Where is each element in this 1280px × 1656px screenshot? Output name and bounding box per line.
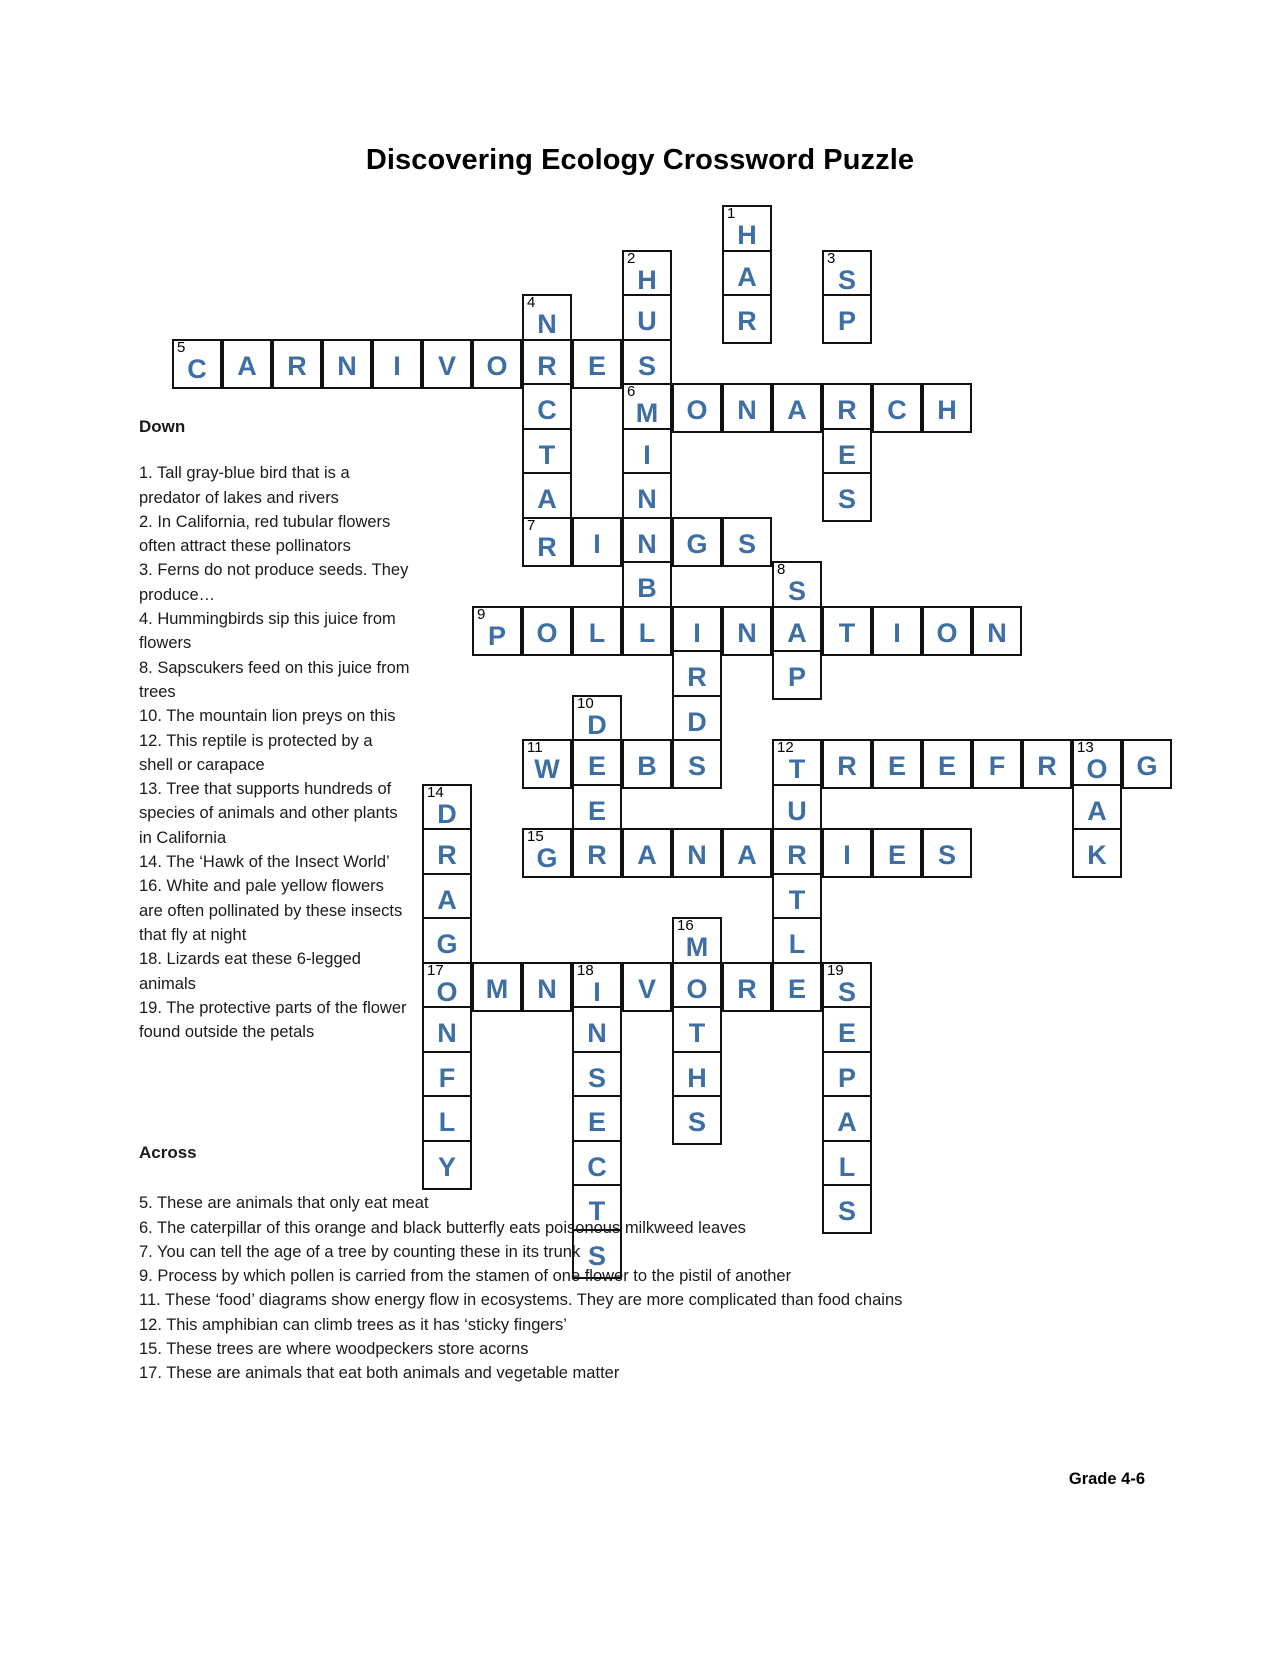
cell-letter: R: [587, 840, 607, 870]
cell-letter: O: [486, 350, 508, 381]
grid-cell[interactable]: [772, 828, 822, 878]
down-clue: 12. This reptile is protected by a shell or carapace: [139, 731, 373, 774]
cell-letter: L: [638, 617, 656, 648]
cell-letter: E: [587, 795, 606, 826]
cell-letter: V: [437, 350, 456, 381]
grid-cell[interactable]: [422, 784, 472, 834]
cell-letter: B: [637, 573, 657, 603]
grid-cell[interactable]: [722, 828, 772, 878]
grid-cell[interactable]: [622, 294, 672, 344]
cell-letter: A: [537, 484, 557, 514]
down-clue: 4. Hummingbirds sip this juice from flowers: [139, 610, 396, 653]
grid-cell[interactable]: [572, 517, 622, 567]
cell-letter: N: [737, 617, 757, 648]
cell-letter: P: [837, 306, 856, 336]
grid-cell[interactable]: [672, 1006, 722, 1056]
grid-cell[interactable]: [622, 339, 672, 389]
grid-cell[interactable]: [772, 383, 822, 433]
cell-letter: A: [837, 1107, 857, 1137]
cell-letter: A: [737, 261, 757, 292]
grid-cell[interactable]: [372, 339, 422, 389]
cell-number: 8: [777, 561, 786, 578]
grid-cell[interactable]: [672, 606, 722, 656]
cell-letter: A: [787, 617, 807, 648]
grid-cell[interactable]: [422, 339, 472, 389]
cell-letter: M: [485, 973, 509, 1004]
across-clue: 15. These trees are where woodpeckers store acorns: [139, 1340, 529, 1359]
page-title: Discovering Ecology Crossword Puzzle: [365, 144, 915, 176]
grid-cell[interactable]: [172, 339, 222, 389]
grid-cell[interactable]: [922, 383, 972, 433]
grid-cell[interactable]: [522, 962, 572, 1012]
cell-letter: H: [637, 264, 657, 295]
cell-letter: S: [787, 576, 806, 606]
grid-cell[interactable]: [822, 739, 872, 789]
grid-cell[interactable]: [722, 383, 772, 433]
down-clue: 14. The ‘Hawk of the Insect World’: [139, 853, 390, 872]
grid-cell[interactable]: [522, 828, 572, 878]
down-clue: 19. The protective parts of the flower found outside the petals: [139, 998, 407, 1042]
cell-letter: P: [487, 620, 506, 651]
cell-letter: R: [837, 395, 857, 425]
cell-letter: K: [1087, 840, 1107, 870]
grid-cell[interactable]: [922, 828, 972, 878]
grid-cell[interactable]: [622, 383, 672, 433]
grid-cell[interactable]: [572, 339, 622, 389]
cell-number: 16: [677, 917, 694, 934]
grid-cell[interactable]: [472, 339, 522, 389]
cell-letter: B: [637, 751, 657, 781]
cell-letter: A: [1087, 795, 1107, 826]
cell-letter: M: [685, 932, 709, 962]
grid-cell[interactable]: [1022, 739, 1072, 789]
grid-cell[interactable]: [722, 205, 772, 255]
down-clue: 13. Tree that supports hundreds of species of animals and other plants in California: [139, 780, 398, 847]
cell-number: 17: [427, 961, 444, 979]
cell-letter: O: [1086, 754, 1108, 784]
cell-letter: E: [887, 840, 906, 870]
cell-letter: N: [337, 350, 357, 381]
cell-number: 4: [527, 294, 536, 311]
down-clue: 1. Tall gray-blue bird that is a predator of lakes and rivers: [139, 464, 350, 507]
grid-cell[interactable]: [722, 517, 772, 567]
grid-cell[interactable]: [322, 339, 372, 389]
cell-letter: N: [587, 1018, 607, 1048]
cell-letter: T: [788, 884, 806, 915]
grid-cell[interactable]: [672, 1095, 722, 1145]
grid-cell[interactable]: [822, 294, 872, 344]
cell-letter: N: [437, 1018, 457, 1048]
cell-letter: O: [686, 395, 708, 425]
cell-letter: D: [687, 706, 707, 737]
across-heading: Across: [139, 1143, 197, 1162]
cell-number: 9: [477, 605, 486, 623]
grid-cell[interactable]: [622, 828, 672, 878]
cell-letter: A: [637, 840, 657, 870]
grid-cell[interactable]: [572, 1006, 622, 1056]
cell-letter: N: [537, 309, 557, 339]
cell-number: 2: [627, 249, 636, 267]
grid-cell[interactable]: [1072, 828, 1122, 878]
grid-cell[interactable]: [722, 606, 772, 656]
cell-letter: O: [936, 617, 958, 648]
grid-cell[interactable]: [622, 739, 672, 789]
grid-cell[interactable]: [672, 962, 722, 1012]
cell-letter: P: [837, 1062, 856, 1093]
cell-number: 14: [427, 783, 444, 801]
grid-cell[interactable]: [522, 517, 572, 567]
grid-cell[interactable]: [672, 383, 722, 433]
grid-cell[interactable]: [422, 962, 472, 1012]
grid-cell[interactable]: [272, 339, 322, 389]
cell-letter: S: [937, 840, 956, 870]
grid-cell[interactable]: [472, 962, 522, 1012]
cell-letter: D: [587, 709, 607, 740]
grid-cell[interactable]: [772, 650, 822, 700]
cell-letter: E: [587, 1107, 606, 1137]
cell-letter: L: [438, 1107, 456, 1137]
grid-cell[interactable]: [522, 383, 572, 433]
down-clue-list: [139, 461, 411, 1044]
grid-cell[interactable]: [972, 739, 1022, 789]
cell-letter: T: [838, 617, 856, 648]
cell-letter: C: [537, 395, 557, 425]
cell-letter: R: [787, 840, 807, 870]
cell-letter: H: [937, 395, 957, 425]
cell-letter: P: [787, 662, 806, 692]
down-clues-section: [139, 415, 411, 1044]
cell-letter: E: [887, 751, 906, 781]
grid-cell[interactable]: [622, 962, 672, 1012]
grid-cell[interactable]: [522, 428, 572, 478]
grid-cell[interactable]: [622, 472, 672, 522]
cell-letter: M: [635, 398, 659, 428]
cell-letter: I: [593, 528, 601, 559]
grid-cell[interactable]: [822, 828, 872, 878]
grid-cell[interactable]: [522, 339, 572, 389]
grid-cell[interactable]: [822, 1095, 872, 1145]
grid-cell[interactable]: [822, 962, 872, 1012]
cell-number: 7: [527, 516, 536, 534]
across-clue: 9. Process by which pollen is carried from the stamen of one flower to the pistil of another: [139, 1267, 792, 1286]
grid-cell[interactable]: [522, 294, 572, 344]
cell-letter: S: [687, 1107, 706, 1137]
cell-letter: Y: [437, 1151, 456, 1182]
grid-cell[interactable]: [622, 250, 672, 300]
grid-cell[interactable]: [422, 1095, 472, 1145]
cell-letter: N: [637, 484, 657, 514]
grid-cell[interactable]: [872, 828, 922, 878]
cell-letter: G: [686, 528, 708, 559]
cell-letter: E: [937, 751, 956, 781]
cell-letter: E: [787, 973, 806, 1004]
cell-letter: R: [537, 531, 557, 562]
grid-cell[interactable]: [822, 383, 872, 433]
cell-letter: G: [1136, 751, 1158, 781]
cell-letter: I: [893, 617, 901, 648]
grid-cell[interactable]: [772, 962, 822, 1012]
grid-cell[interactable]: [572, 784, 622, 834]
grid-cell[interactable]: [872, 383, 922, 433]
across-clue: 7. You can tell the age of a tree by counting these in its trunk: [139, 1242, 581, 1261]
cell-letter: D: [437, 798, 457, 829]
grid-cell[interactable]: [672, 917, 722, 967]
grid-cell[interactable]: [772, 606, 822, 656]
cell-letter: T: [688, 1018, 706, 1048]
cell-letter: S: [837, 1196, 856, 1226]
grid-cell[interactable]: [922, 739, 972, 789]
cell-number: 15: [527, 828, 544, 845]
cell-letter: A: [437, 884, 457, 915]
down-clue: 8. Sapscukers feed on this juice from trees: [139, 658, 410, 701]
grid-cell[interactable]: [872, 739, 922, 789]
cell-letter: L: [838, 1151, 856, 1182]
cell-number: 12: [777, 739, 794, 756]
cell-letter: O: [436, 976, 458, 1007]
grid-cell[interactable]: [422, 917, 472, 967]
cell-letter: U: [637, 306, 657, 336]
grid-cell[interactable]: [972, 606, 1022, 656]
cell-letter: I: [593, 976, 601, 1007]
cell-letter: G: [436, 929, 458, 959]
cell-letter: N: [987, 617, 1007, 648]
cell-letter: H: [737, 220, 757, 250]
across-clue-list: [139, 1191, 1139, 1385]
down-clue: 18. Lizards eat these 6-legged animals: [139, 950, 361, 993]
across-clue: 6. The caterpillar of this orange and black butterfly eats poisonous milkweed leaves: [139, 1218, 746, 1237]
cell-letter: I: [643, 439, 651, 470]
grid-cell[interactable]: [422, 828, 472, 878]
cell-number: 5: [177, 338, 186, 356]
cell-letter: R: [287, 350, 307, 381]
cell-letter: L: [788, 929, 806, 959]
cell-letter: T: [588, 1196, 606, 1226]
cell-letter: E: [587, 751, 606, 781]
grade-label: Grade 4-6: [1068, 1470, 1145, 1488]
cell-letter: W: [534, 754, 560, 784]
grid-cell[interactable]: [622, 561, 672, 611]
cell-letter: S: [587, 1062, 606, 1093]
cell-number: 3: [827, 249, 836, 267]
cell-letter: S: [837, 264, 856, 295]
down-clue: 3. Ferns do not produce seeds. They produce…: [139, 561, 409, 604]
grid-cell[interactable]: [572, 828, 622, 878]
cell-letter: A: [237, 350, 257, 381]
cell-letter: S: [837, 484, 856, 514]
cell-number: 6: [627, 383, 636, 400]
grid-cell[interactable]: [572, 1051, 622, 1101]
across-clue: 12. This amphibian can climb trees as it has ‘sticky fingers’: [139, 1315, 567, 1334]
cell-letter: I: [693, 617, 701, 648]
grid-cell[interactable]: [472, 606, 522, 656]
cell-letter: F: [988, 751, 1006, 781]
cell-letter: H: [687, 1062, 707, 1093]
grid-cell[interactable]: [522, 606, 572, 656]
grid-cell[interactable]: [422, 1006, 472, 1056]
grid-cell[interactable]: [822, 472, 872, 522]
down-clue: 16. White and pale yellow flowers are often pollinated by these insects that fly at night: [139, 877, 403, 944]
cell-letter: C: [187, 353, 207, 384]
grid-cell[interactable]: [772, 784, 822, 834]
cell-letter: C: [887, 395, 907, 425]
grid-cell[interactable]: [822, 1006, 872, 1056]
cell-letter: N: [537, 973, 557, 1004]
cell-letter: S: [837, 976, 856, 1007]
grid-cell[interactable]: [672, 517, 722, 567]
grid-cell[interactable]: [422, 873, 472, 923]
cell-letter: I: [843, 840, 851, 870]
grid-cell[interactable]: [622, 517, 672, 567]
grid-cell[interactable]: [1072, 784, 1122, 834]
grid-cell[interactable]: [622, 606, 672, 656]
cell-letter: R: [437, 840, 457, 870]
grid-cell[interactable]: [672, 739, 722, 789]
across-clue: 5. These are animals that only eat meat: [139, 1194, 429, 1213]
cell-letter: E: [837, 1018, 856, 1048]
cell-letter: G: [536, 843, 558, 873]
cell-letter: A: [787, 395, 807, 425]
cell-letter: F: [438, 1062, 456, 1093]
cell-letter: S: [687, 751, 706, 781]
cell-letter: R: [1037, 751, 1057, 781]
across-clue: 17. These are animals that eat both animals and vegetable matter: [139, 1364, 620, 1383]
cell-letter: T: [538, 439, 556, 470]
cell-letter: E: [587, 350, 606, 381]
grid-cell[interactable]: [722, 250, 772, 300]
grid-cell[interactable]: [772, 873, 822, 923]
cell-number: 1: [727, 205, 736, 222]
down-clue: 10. The mountain lion preys on this: [139, 707, 396, 726]
cell-number: 11: [527, 739, 543, 756]
cell-number: 18: [577, 961, 594, 979]
grid-cell[interactable]: [672, 828, 722, 878]
grid-cell[interactable]: [822, 606, 872, 656]
cell-letter: R: [737, 973, 757, 1004]
grid-cell[interactable]: [772, 917, 822, 967]
cell-letter: E: [837, 439, 856, 470]
cell-letter: S: [587, 1240, 606, 1271]
grid-cell[interactable]: [522, 739, 572, 789]
cell-number: 19: [827, 961, 844, 979]
cell-number: 13: [1077, 739, 1094, 756]
cell-letter: N: [737, 395, 757, 425]
grid-cell[interactable]: [672, 650, 722, 700]
cell-letter: V: [637, 973, 656, 1004]
grid-cell[interactable]: [822, 428, 872, 478]
grid-cell[interactable]: [872, 606, 922, 656]
cell-letter: I: [393, 350, 401, 381]
grid-cell[interactable]: [572, 695, 622, 745]
grid-cell[interactable]: [1072, 739, 1122, 789]
grid-cell[interactable]: [672, 1051, 722, 1101]
grid-cell[interactable]: [822, 250, 872, 300]
cell-letter: O: [536, 617, 558, 648]
cell-letter: R: [837, 751, 857, 781]
cell-letter: S: [737, 528, 756, 559]
grid-cell[interactable]: [1122, 739, 1172, 789]
cell-number: 10: [577, 694, 594, 712]
across-clues-section: [139, 1141, 1139, 1386]
grid-cell[interactable]: [522, 472, 572, 522]
cell-letter: L: [588, 617, 606, 648]
grid-cell[interactable]: [772, 561, 822, 611]
grid-cell[interactable]: [822, 1051, 872, 1101]
cell-letter: C: [587, 1151, 607, 1182]
grid-cell[interactable]: [772, 739, 822, 789]
grid-cell[interactable]: [422, 1051, 472, 1101]
cell-letter: R: [737, 306, 757, 336]
cell-letter: A: [737, 840, 757, 870]
grid-cell[interactable]: [222, 339, 272, 389]
grid-cell[interactable]: [722, 294, 772, 344]
cell-letter: T: [788, 754, 806, 784]
grid-cell[interactable]: [922, 606, 972, 656]
cell-letter: N: [687, 840, 707, 870]
cell-letter: R: [537, 350, 557, 381]
cell-letter: R: [687, 662, 707, 692]
grid-cell[interactable]: [572, 739, 622, 789]
grid-cell[interactable]: [572, 1095, 622, 1145]
grid-cell[interactable]: [622, 428, 672, 478]
cell-letter: S: [637, 350, 656, 381]
cell-letter: N: [637, 528, 657, 559]
cell-letter: O: [686, 973, 708, 1004]
grid-cell[interactable]: [572, 606, 622, 656]
grid-cell[interactable]: [722, 962, 772, 1012]
grid-cell[interactable]: [672, 695, 722, 745]
down-heading: Down: [139, 417, 186, 436]
grid-cell[interactable]: [572, 962, 622, 1012]
across-clue: 11. These ‘food’ diagrams show energy flow in ecosystems. They are more complicated than food chains: [139, 1291, 903, 1310]
down-clue: 2. In California, red tubular flowers often attract these pollinators: [139, 512, 391, 556]
cell-letter: U: [787, 795, 807, 826]
